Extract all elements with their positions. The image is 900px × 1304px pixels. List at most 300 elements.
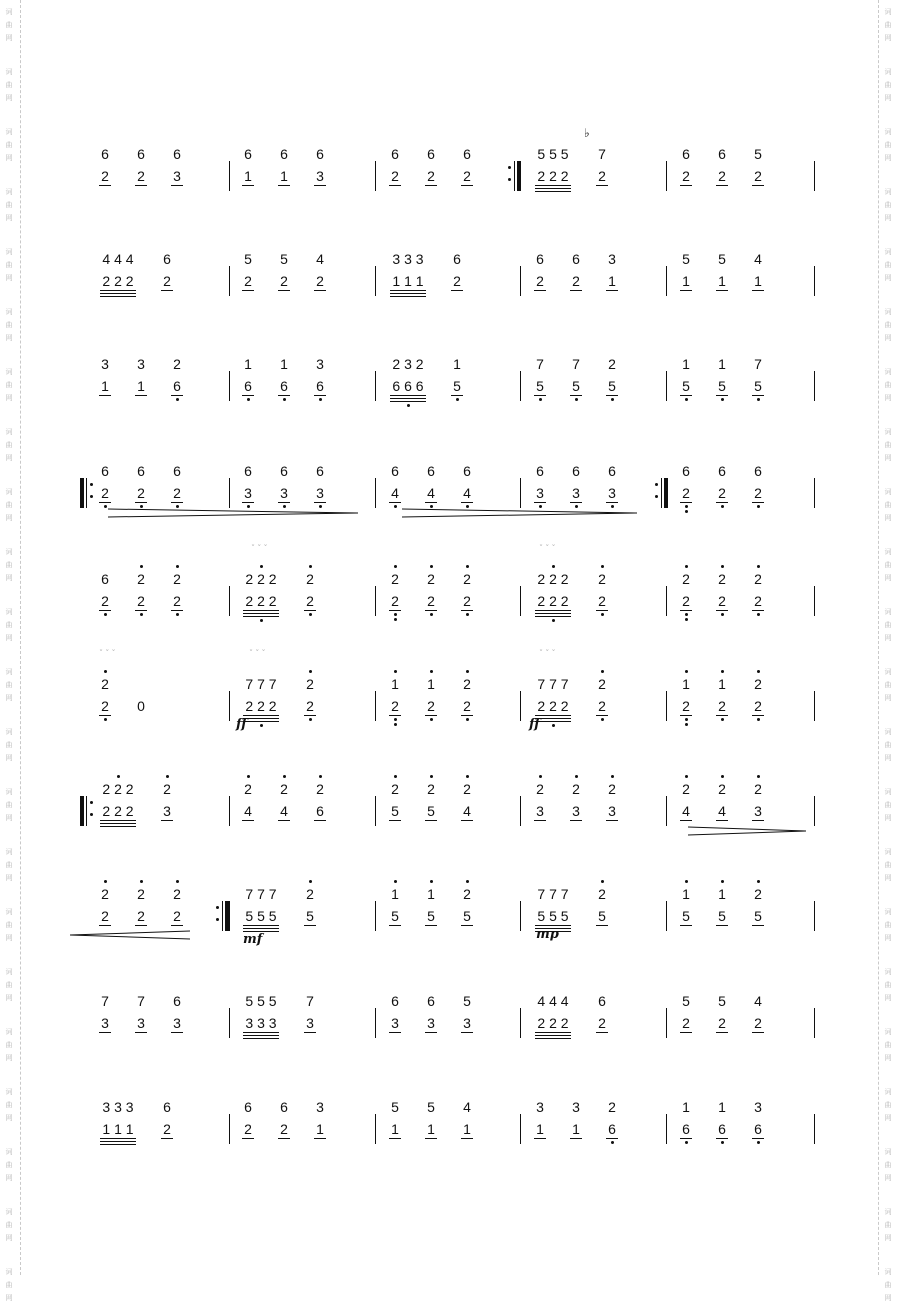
lower-note-text: 5 xyxy=(391,908,399,924)
octave-dot-below xyxy=(394,505,397,508)
lower-note-text: 5 xyxy=(572,378,580,394)
watermark-char: 曲 xyxy=(5,741,13,749)
upper-note-text: 6 xyxy=(536,463,544,479)
watermark-char: 曲 xyxy=(5,681,13,689)
upper-note xyxy=(238,676,284,692)
lower-note xyxy=(457,908,477,924)
repeat-dots xyxy=(90,801,93,821)
watermark-char: 曲 xyxy=(5,1161,13,1169)
lower-note-text: 1 xyxy=(427,1121,435,1137)
measure xyxy=(238,977,358,1077)
lower-note-text: 3 xyxy=(244,485,252,501)
lower-note xyxy=(310,378,330,394)
underline xyxy=(534,820,546,821)
underline xyxy=(680,290,692,291)
lower-note xyxy=(300,1015,320,1031)
lower-note-text: 2 2 2 xyxy=(537,698,568,714)
octave-dot-below xyxy=(283,398,286,401)
lower-note-text: 3 xyxy=(306,1015,314,1031)
underline xyxy=(304,1032,316,1033)
repeat-dots xyxy=(90,483,93,503)
lower-note xyxy=(238,1015,284,1031)
upper-note-text: 6 xyxy=(173,463,181,479)
upper-note xyxy=(238,886,284,902)
upper-note xyxy=(447,356,467,372)
lower-note xyxy=(748,378,768,394)
lower-note xyxy=(566,1121,586,1137)
underline xyxy=(99,715,111,716)
watermark-char: 网 xyxy=(5,634,13,642)
lower-note-text: 2 xyxy=(244,273,252,289)
underline xyxy=(243,718,278,719)
underline xyxy=(596,610,608,611)
lower-note xyxy=(238,593,284,609)
octave-dot-below xyxy=(757,613,760,616)
upper-note-text: 7 xyxy=(306,993,314,1009)
upper-note xyxy=(300,676,320,692)
lower-note-text: 3 xyxy=(536,485,544,501)
lower-note xyxy=(131,593,151,609)
octave-dot-below xyxy=(721,1141,724,1144)
watermark-char: 词 xyxy=(5,368,13,376)
underline xyxy=(100,1141,135,1142)
lower-note-text: 2 xyxy=(391,168,399,184)
repeat-start-thin xyxy=(86,796,87,826)
underline xyxy=(535,616,570,617)
upper-note xyxy=(238,146,258,162)
barline xyxy=(375,371,376,401)
barline xyxy=(814,161,815,191)
measure xyxy=(530,447,650,547)
underline xyxy=(425,610,437,611)
lower-note xyxy=(602,1121,622,1137)
underline xyxy=(716,395,728,396)
lower-note-text: 6 xyxy=(718,1121,726,1137)
upper-note xyxy=(748,251,768,267)
watermark-char: 曲 xyxy=(884,261,892,269)
lower-note-text: 3 xyxy=(572,485,580,501)
accent-marks: ˘ ˘ ˘ xyxy=(540,545,556,552)
lower-note xyxy=(676,803,696,819)
upper-note-text: 7 xyxy=(536,356,544,372)
flat-sign: ♭ xyxy=(584,126,590,140)
underline xyxy=(680,610,692,611)
upper-note-text: 6 xyxy=(163,1099,171,1115)
lower-note-text: 1 xyxy=(608,273,616,289)
octave-dot-above xyxy=(176,880,179,883)
measure xyxy=(238,555,358,655)
barline xyxy=(814,266,815,296)
underline xyxy=(243,610,278,611)
octave-dot-above xyxy=(104,670,107,673)
watermark-char: 网 xyxy=(884,154,892,162)
watermark-char: 词 xyxy=(5,488,13,496)
upper-note-text: 2 xyxy=(608,1099,616,1115)
measure xyxy=(676,1083,796,1183)
score-row xyxy=(0,977,900,1077)
accent-marks: ˘ ˘ ˘ xyxy=(540,650,556,657)
octave-dot-below xyxy=(394,723,397,726)
upper-note xyxy=(95,781,141,797)
upper-note-text: 6 xyxy=(391,463,399,479)
upper-note-text: 6 xyxy=(463,463,471,479)
measure xyxy=(676,765,796,865)
watermark-char: 词 xyxy=(5,308,13,316)
lower-note xyxy=(530,168,576,184)
lower-note-text: 2 xyxy=(536,273,544,289)
lower-note-text: 3 xyxy=(391,1015,399,1031)
upper-note-text: 1 xyxy=(718,1099,726,1115)
upper-note xyxy=(421,1099,441,1115)
upper-note-text: 6 xyxy=(244,1099,252,1115)
lower-note-text: 6 xyxy=(244,378,252,394)
upper-note xyxy=(748,463,768,479)
underline xyxy=(425,185,437,186)
underline xyxy=(100,823,135,824)
upper-note xyxy=(385,251,431,267)
octave-dot-below xyxy=(721,718,724,721)
measure xyxy=(95,340,215,440)
underline xyxy=(135,395,147,396)
measure xyxy=(385,447,505,547)
lower-note xyxy=(748,1015,768,1031)
underline xyxy=(243,1032,278,1033)
lower-note xyxy=(676,908,696,924)
upper-note xyxy=(748,676,768,692)
score-row xyxy=(0,126,900,230)
upper-note xyxy=(238,463,258,479)
watermark-char: 曲 xyxy=(884,741,892,749)
lower-note-text: 2 2 2 xyxy=(102,803,133,819)
barline xyxy=(375,1008,376,1038)
lower-note-text: 6 6 6 xyxy=(392,378,423,394)
lower-note-text: 2 xyxy=(391,593,399,609)
underline xyxy=(752,610,764,611)
upper-note xyxy=(457,463,477,479)
octave-dot-above xyxy=(466,565,469,568)
measure xyxy=(95,977,215,1077)
lower-note-text: 2 xyxy=(682,593,690,609)
octave-dot-above xyxy=(721,880,724,883)
underline xyxy=(752,1138,764,1139)
lower-note xyxy=(712,168,732,184)
upper-note xyxy=(274,251,294,267)
lower-note-text: 5 xyxy=(718,908,726,924)
lower-note xyxy=(95,273,141,289)
upper-note-text: 2 xyxy=(427,781,435,797)
underline xyxy=(534,290,546,291)
underline xyxy=(243,616,278,617)
upper-note xyxy=(238,356,258,372)
lower-note-text: 2 xyxy=(101,908,109,924)
upper-note xyxy=(748,571,768,587)
lower-note xyxy=(274,1121,294,1137)
underline xyxy=(161,820,173,821)
underline xyxy=(389,185,401,186)
underline xyxy=(535,188,570,189)
dynamic-mark-mf: mf xyxy=(243,932,263,947)
lower-note xyxy=(447,273,467,289)
lower-note-text: 2 xyxy=(453,273,461,289)
watermark-char: 词 xyxy=(884,668,892,676)
underline xyxy=(461,1032,473,1033)
octave-dot-above xyxy=(176,565,179,568)
lower-note xyxy=(712,378,732,394)
underline xyxy=(606,290,618,291)
lower-note xyxy=(457,593,477,609)
lower-note-text: 3 xyxy=(101,1015,109,1031)
watermark-char: 词 xyxy=(5,68,13,76)
measure xyxy=(95,447,215,547)
upper-note-text: 1 xyxy=(453,356,461,372)
octave-dot-below xyxy=(611,1141,614,1144)
underline xyxy=(461,610,473,611)
upper-note-text: 2 xyxy=(754,886,762,902)
score-row xyxy=(0,447,900,547)
upper-note-text: 4 4 4 xyxy=(102,251,134,267)
underline xyxy=(100,1138,135,1139)
underline xyxy=(680,820,692,821)
octave-dot-above xyxy=(166,775,169,778)
lower-note xyxy=(95,168,115,184)
underline xyxy=(390,395,425,396)
watermark-char: 网 xyxy=(884,754,892,762)
octave-dot-above xyxy=(466,775,469,778)
lower-note-text: 4 xyxy=(427,485,435,501)
upper-note-text: 6 xyxy=(536,251,544,267)
watermark-char: 网 xyxy=(5,574,13,582)
repeat-start-thin xyxy=(86,478,87,508)
upper-note xyxy=(748,993,768,1009)
upper-note xyxy=(530,1099,550,1115)
upper-note xyxy=(238,1099,258,1115)
score-row xyxy=(0,235,900,335)
measure xyxy=(238,765,358,865)
lower-note-text: 1 xyxy=(682,273,690,289)
octave-dot-above xyxy=(721,775,724,778)
lower-note-text: 2 xyxy=(316,273,324,289)
lower-note xyxy=(676,698,696,714)
upper-note-text: 6 xyxy=(173,993,181,1009)
watermark-char: 曲 xyxy=(5,321,13,329)
lower-note-text: 3 xyxy=(608,485,616,501)
octave-dot-below xyxy=(757,1141,760,1144)
octave-dot-below xyxy=(430,718,433,721)
underline xyxy=(304,925,316,926)
upper-note-text: 6 xyxy=(572,251,580,267)
underline xyxy=(243,1035,278,1036)
upper-note xyxy=(676,676,696,692)
watermark-char: 词 xyxy=(5,428,13,436)
score-row xyxy=(0,340,900,440)
underline xyxy=(135,502,147,503)
upper-note-text: 2 xyxy=(173,886,181,902)
octave-dot-above xyxy=(283,775,286,778)
octave-dot-below xyxy=(685,718,688,721)
octave-dot-above xyxy=(430,565,433,568)
crescendo-hairpin xyxy=(688,826,806,836)
underline xyxy=(390,398,425,399)
lower-note-text: 5 xyxy=(463,908,471,924)
lower-note xyxy=(157,1121,177,1137)
underline xyxy=(680,715,692,716)
underline xyxy=(461,820,473,821)
underline xyxy=(752,820,764,821)
lower-note-text: 2 xyxy=(754,1015,762,1031)
decrescendo-hairpin xyxy=(70,930,190,940)
watermark-char: 曲 xyxy=(5,81,13,89)
upper-note xyxy=(566,463,586,479)
upper-note-text: 1 xyxy=(244,356,252,372)
underline xyxy=(99,610,111,611)
upper-note xyxy=(131,463,151,479)
underline xyxy=(243,721,278,722)
watermark-char: 网 xyxy=(884,454,892,462)
upper-note-text: 2 xyxy=(754,781,762,797)
lower-note-text: 2 xyxy=(463,168,471,184)
underline xyxy=(389,1138,401,1139)
underline xyxy=(171,395,183,396)
upper-note xyxy=(310,251,330,267)
watermark-char: 网 xyxy=(884,394,892,402)
octave-dot-above xyxy=(309,565,312,568)
upper-note xyxy=(457,146,477,162)
barline xyxy=(229,478,230,508)
underline xyxy=(716,820,728,821)
barline xyxy=(229,901,230,931)
lower-note xyxy=(421,485,441,501)
upper-note-text: 7 7 7 xyxy=(245,886,277,902)
octave-dot-above xyxy=(430,880,433,883)
underline xyxy=(425,925,437,926)
barline xyxy=(666,691,667,721)
watermark-char: 网 xyxy=(5,454,13,462)
underline xyxy=(390,290,425,291)
lower-note-text: 6 xyxy=(682,1121,690,1137)
underline xyxy=(243,715,278,716)
dynamic-mark-ff: ff xyxy=(529,717,540,732)
upper-note xyxy=(457,1099,477,1115)
upper-note-text: 7 xyxy=(101,993,109,1009)
underline xyxy=(242,1138,254,1139)
upper-note-text: 7 xyxy=(137,993,145,1009)
lower-note xyxy=(274,168,294,184)
upper-note xyxy=(300,993,320,1009)
crescendo-hairpin xyxy=(402,508,637,518)
upper-note-text: 4 xyxy=(754,993,762,1009)
lower-note-text: 2 xyxy=(682,485,690,501)
lower-note-text: 2 xyxy=(598,593,606,609)
watermark-char: 曲 xyxy=(5,621,13,629)
upper-note-text: 2 xyxy=(173,356,181,372)
underline xyxy=(606,820,618,821)
lower-note-text: 3 xyxy=(427,1015,435,1031)
lower-note xyxy=(457,698,477,714)
watermark-char: 网 xyxy=(5,934,13,942)
measure xyxy=(385,977,505,1077)
barline xyxy=(375,691,376,721)
barline xyxy=(520,1008,521,1038)
upper-note xyxy=(274,146,294,162)
lower-note-text: 5 xyxy=(718,378,726,394)
lower-note-text: 5 xyxy=(608,378,616,394)
watermark-char: 网 xyxy=(5,154,13,162)
upper-note-text: 3 3 3 xyxy=(102,1099,134,1115)
watermark-char: 词 xyxy=(884,488,892,496)
lower-note xyxy=(385,485,405,501)
lower-note-text: 4 xyxy=(463,485,471,501)
underline xyxy=(242,290,254,291)
watermark-char: 网 xyxy=(884,214,892,222)
lower-note xyxy=(310,485,330,501)
upper-note xyxy=(530,571,576,587)
upper-note xyxy=(385,1099,405,1115)
lower-note-text: 5 xyxy=(306,908,314,924)
underline xyxy=(99,925,111,926)
lower-note xyxy=(274,803,294,819)
lower-note xyxy=(712,698,732,714)
octave-dot-above xyxy=(685,775,688,778)
underline xyxy=(390,401,425,402)
upper-note xyxy=(676,463,696,479)
watermark-char: 曲 xyxy=(884,981,892,989)
upper-note xyxy=(421,571,441,587)
upper-note xyxy=(385,993,405,1009)
barline xyxy=(666,161,667,191)
upper-note-text: 6 xyxy=(682,146,690,162)
watermark-char: 网 xyxy=(5,214,13,222)
upper-note-text: 7 7 7 xyxy=(537,886,569,902)
lower-note-text: 1 xyxy=(536,1121,544,1137)
upper-note xyxy=(95,571,115,587)
watermark-char: 网 xyxy=(884,574,892,582)
barline xyxy=(814,691,815,721)
measure xyxy=(238,870,358,970)
lower-note xyxy=(592,698,612,714)
underline xyxy=(534,502,546,503)
octave-dot-below xyxy=(430,613,433,616)
underline xyxy=(752,715,764,716)
watermark-char: 曲 xyxy=(5,1041,13,1049)
lower-note-text: 5 xyxy=(682,908,690,924)
upper-note xyxy=(676,251,696,267)
octave-dot-above xyxy=(117,775,120,778)
lower-note xyxy=(712,1015,732,1031)
lower-note xyxy=(712,908,732,924)
repeat-dots xyxy=(655,483,658,503)
octave-dot-above xyxy=(757,775,760,778)
watermark-char: 曲 xyxy=(884,681,892,689)
lower-note-text: 2 xyxy=(427,593,435,609)
octave-dot-below xyxy=(757,718,760,721)
lower-note xyxy=(748,593,768,609)
lower-note xyxy=(300,698,320,714)
upper-note-text: 4 4 4 xyxy=(537,993,569,1009)
upper-note-text: 6 xyxy=(391,146,399,162)
octave-dot-above xyxy=(539,775,542,778)
underline xyxy=(389,925,401,926)
measure xyxy=(530,765,650,865)
upper-note-text: 2 xyxy=(101,886,109,902)
lower-note xyxy=(602,803,622,819)
upper-note-text: 2 xyxy=(391,571,399,587)
watermark-char: 曲 xyxy=(884,441,892,449)
lower-note xyxy=(748,1121,768,1137)
watermark-char: 词 xyxy=(5,1148,13,1156)
octave-dot-below xyxy=(601,613,604,616)
upper-note-text: 2 xyxy=(463,886,471,902)
upper-note xyxy=(530,463,550,479)
